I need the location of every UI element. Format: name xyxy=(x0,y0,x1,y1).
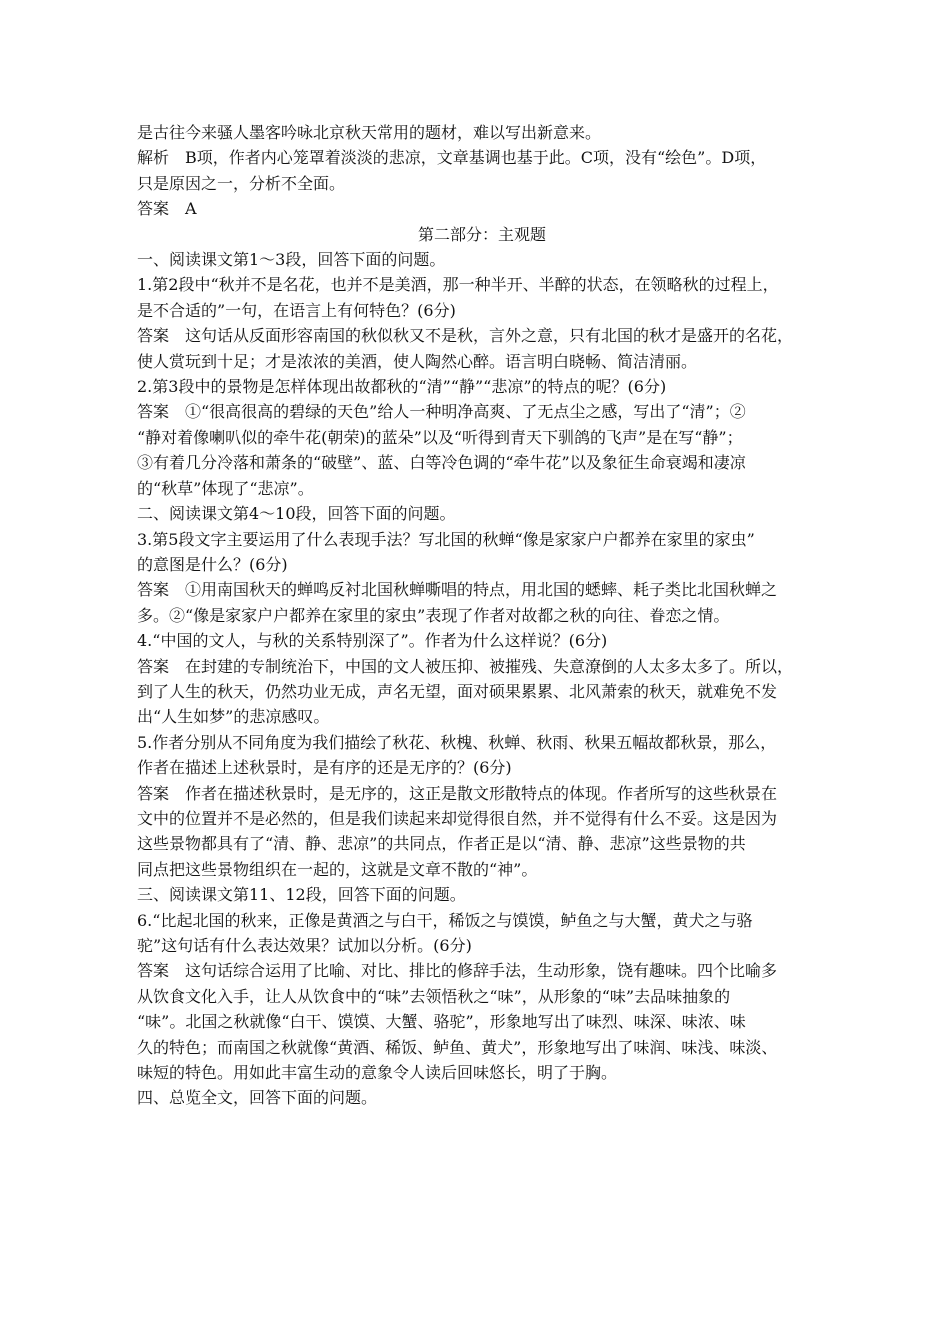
answer-line: 答案 在封建的专制统治下，中国的文人被压抑、被摧残、失意潦倒的人太多太多了。所以， xyxy=(137,656,794,676)
answer-line: 这些景物都具有了“清、静、悲凉”的共同点，作者正是以“清、静、悲凉”这些景物的共 xyxy=(137,834,746,854)
answer-line: 答案 作者在描述秋景时，是无序的，这正是散文形散特点的体现。作者所写的这些秋景在 xyxy=(137,783,778,803)
answer-line: 答案 这句话综合运用了比喻、对比、排比的修辞手法，生动形象，饶有趣味。四个比喻多 xyxy=(137,961,778,981)
answer-line: 多。②“像是家家户户都养在家里的家虫”表现了作者对故都之秋的向往、眷恋之情。 xyxy=(137,605,730,625)
section-heading: 二、阅读课文第4～10段，回答下面的问题。 xyxy=(137,504,456,524)
text-line: 只是原因之一，分析不全面。 xyxy=(137,173,346,193)
question-line: 的意图是什么？(6分) xyxy=(137,554,288,574)
answer-line: “静对着像喇叭似的牵牛花(朝荣)的蓝朵”以及“听得到青天下驯鸽的飞声”是在写“静”； xyxy=(137,427,743,447)
answer-line: 答案 A xyxy=(137,199,197,219)
answer-line: 从饮食文化入手，让人从饮食中的“味”去领悟秋之“味”，从形象的“味”去品味抽象的 xyxy=(137,986,731,1006)
text-line: 是古往今来骚人墨客吟咏北京秋天常用的题材，难以写出新意来。 xyxy=(137,123,602,142)
answer-line: “味”。北国之秋就像“白干、馍馍、大蟹、骆驼”，形象地写出了味烈、味深、味浓、味 xyxy=(137,1012,746,1032)
question-line: 2.第3段中的景物是怎样体现出故都秋的“清”“静”“悲凉”的特点的呢？(6分) xyxy=(137,377,667,397)
section-title: 第二部分：主观题 xyxy=(417,224,546,244)
answer-line: 答案 ①用南国秋天的蝉鸣反衬北国秋蝉嘶唱的特点，用北国的蟋蟀、耗子类比北国秋蝉之 xyxy=(137,580,778,600)
question-line: 是不合适的”一句，在语言上有何特色？(6分) xyxy=(137,300,456,320)
answer-line: 久的特色；而南国之秋就像“黄酒、稀饭、鲈鱼、黄犬”，形象地写出了味润、味浅、味淡、 xyxy=(137,1037,778,1057)
question-line: 1.第2段中“秋并不是名花，也并不是美酒，那一种半开、半醉的状态，在领略秋的过程上， xyxy=(137,275,779,295)
document-body xyxy=(137,120,827,1111)
answer-line: 文中的位置并不是必然的，但是我们读起来却觉得很自然，并不觉得有什么不妥。这是因为 xyxy=(137,808,778,828)
answer-line: 的“秋草”体现了“悲凉”。 xyxy=(137,478,314,498)
section-heading: 三、阅读课文第11、12段，回答下面的问题。 xyxy=(137,885,466,905)
section-heading: 四、总览全文，回答下面的问题。 xyxy=(137,1088,378,1108)
answer-line: 答案 这句话从反面形容南国的秋似秋又不是秋，言外之意，只有北国的秋才是盛开的名花， xyxy=(137,326,794,346)
answer-line: 使人赏玩到十足；才是浓浓的美酒，使人陶然心醉。语言明白晓畅、简洁清丽。 xyxy=(137,351,698,371)
section-heading: 一、阅读课文第1～3段，回答下面的问题。 xyxy=(137,250,446,270)
question-line: 4.“中国的文人，与秋的关系特别深了”。作者为什么这样说？(6分) xyxy=(137,631,608,651)
answer-line: 到了人生的秋天，仍然功业无成，声名无望，面对硕果累累、北风萧索的秋天，就难免不发 xyxy=(137,681,778,701)
answer-line: 出“人生如梦”的悲凉感叹。 xyxy=(137,707,330,727)
analysis-line: 解析 B项，作者内心笼罩着淡淡的悲凉，文章基调也基于此。C项，没有“绘色”。D项， xyxy=(137,148,767,168)
answer-line: 味短的特色。用如此丰富生动的意象令人读后回味悠长，明了于胸。 xyxy=(137,1063,618,1083)
question-line: 作者在描述上述秋景时，是有序的还是无序的？(6分) xyxy=(137,758,512,778)
answer-line: 答案 ①“很高很高的碧绿的天色”给人一种明净高爽、了无点尘之感，写出了“清”；② xyxy=(137,402,746,422)
question-line: 3.第5段文字主要运用了什么表现手法？写北国的秋蝉“像是家家户户都养在家里的家虫” xyxy=(137,529,755,549)
answer-line: 同点把这些景物组织在一起的，这就是文章不散的“神”。 xyxy=(137,859,538,879)
answer-line: ③有着几分冷落和萧条的“破壁”、蓝、白等冷色调的“牵牛花”以及象征生命衰竭和凄凉 xyxy=(137,453,746,473)
question-line: 驼”这句话有什么表达效果？试加以分析。(6分) xyxy=(137,936,472,955)
question-line: 5.作者分别从不同角度为我们描绘了秋花、秋槐、秋蝉、秋雨、秋果五幅故都秋景，那么， xyxy=(137,732,777,752)
question-line: 6.“比起北国的秋来，正像是黄酒之与白干，稀饭之与馍馍，鲈鱼之与大蟹，黄犬之与骆 xyxy=(137,910,753,930)
